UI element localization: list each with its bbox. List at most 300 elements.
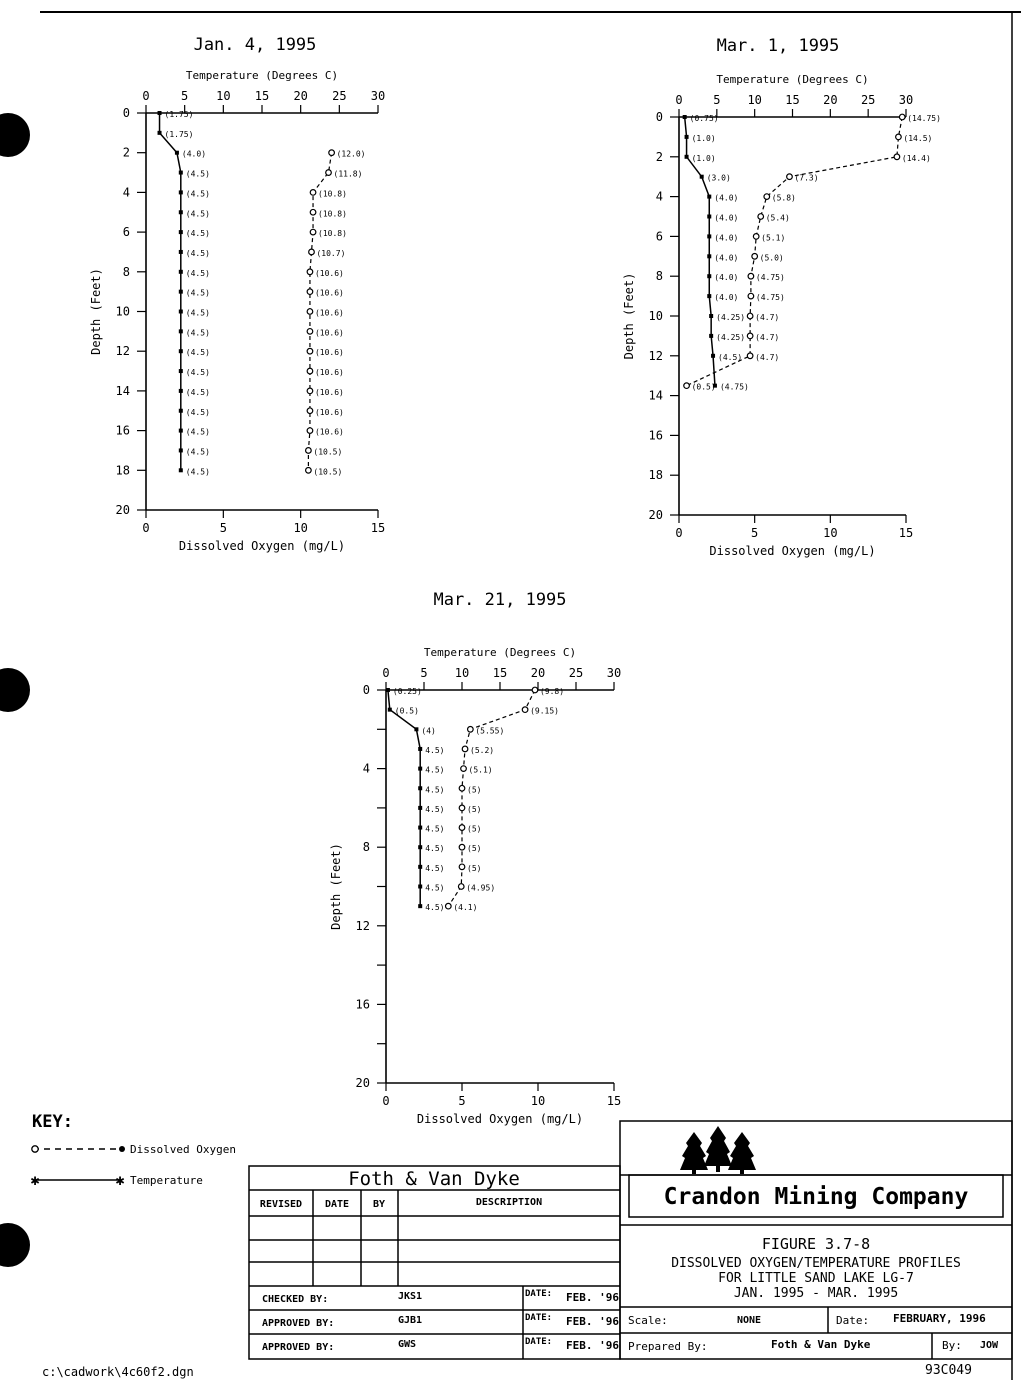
temperature-point	[179, 290, 183, 294]
approved2-date-value: FEB. '96	[566, 1339, 619, 1352]
drawing-number: 93C049	[925, 1363, 972, 1378]
dissolved-oxygen-point	[459, 825, 465, 831]
chart-2	[622, 36, 941, 558]
dissolved-oxygen-data-label: (5.4)	[765, 213, 790, 223]
key-temp-label: Temperature	[130, 1174, 203, 1187]
temp-tick-label: 30	[898, 93, 914, 107]
temperature-data-label: (4.0)	[714, 213, 739, 223]
dissolved-oxygen-point	[758, 214, 764, 220]
rev-header-date: DATE	[324, 1199, 350, 1210]
temperature-data-label: (4.5)	[185, 467, 210, 477]
temperature-point	[179, 448, 183, 452]
temperature-data-label: (4.5)	[185, 447, 210, 457]
dissolved-oxygen-data-label: (14.5)	[903, 133, 933, 143]
dissolved-oxygen-line	[448, 690, 535, 906]
dissolved-oxygen-point	[307, 289, 313, 295]
do-tick-label: 0	[382, 1094, 390, 1108]
temperature-data-label: 4.5)	[425, 863, 445, 873]
temperature-data-label: (1.75)	[164, 129, 194, 139]
dissolved-oxygen-point	[747, 353, 753, 359]
date-value: FEBRUARY, 1996	[893, 1312, 986, 1325]
approved2-date-label: DATE:	[525, 1337, 553, 1347]
temperature-point	[707, 195, 711, 199]
depth-tick-label: 8	[362, 840, 370, 855]
temperature-data-label: (4.5)	[185, 348, 210, 358]
temperature-point	[179, 369, 183, 373]
depth-tick-label: 14	[115, 383, 130, 398]
temp-tick-label: 10	[216, 89, 231, 103]
temperature-data-label: (1.0)	[691, 153, 716, 163]
dissolved-oxygen-point	[310, 229, 316, 235]
dissolved-oxygen-point	[307, 348, 313, 354]
temperature-point	[707, 294, 711, 298]
temperature-data-label: (4.5)	[185, 387, 210, 397]
temperature-data-label: (4.25)	[716, 313, 746, 322]
depth-tick-label: 14	[648, 388, 663, 403]
temp-tick-label: 5	[181, 89, 189, 103]
binder-hole-middle	[0, 668, 30, 712]
dissolved-oxygen-point	[764, 194, 770, 200]
temp-tick-label: 20	[293, 89, 308, 103]
temperature-point	[386, 688, 390, 692]
checked-by-value: JKS1	[398, 1291, 423, 1302]
temperature-point	[418, 826, 422, 830]
temperature-point	[175, 151, 179, 155]
by-value: JOW	[980, 1340, 999, 1351]
depth-tick-label: 20	[648, 508, 663, 522]
depth-tick-label: 20	[355, 1076, 370, 1090]
dissolved-oxygen-data-label: (4.95)	[466, 883, 496, 893]
dissolved-oxygen-data-label: (4.75)	[755, 273, 785, 283]
dissolved-oxygen-point	[787, 174, 793, 180]
temperature-point	[418, 865, 422, 869]
firm-name: Foth & Van Dyke	[348, 1168, 520, 1190]
crandon-trees-logo	[680, 1126, 756, 1174]
dissolved-oxygen-data-label: (10.6)	[314, 328, 344, 338]
dissolved-oxygen-data-label: (12.0)	[336, 149, 366, 159]
temp-tick-label: 10	[747, 93, 762, 107]
prepared-by-value: Foth & Van Dyke	[771, 1338, 871, 1351]
dissolved-oxygen-data-label: (10.5)	[313, 467, 343, 477]
dissolved-oxygen-data-label: (14.4)	[901, 153, 931, 163]
dissolved-oxygen-data-label: (10.6)	[314, 407, 344, 417]
depth-tick-label: 12	[648, 348, 663, 363]
dissolved-oxygen-data-label: (5)	[467, 785, 482, 795]
temperature-series	[683, 114, 749, 392]
dissolved-oxygen-series	[446, 687, 565, 912]
do-tick-label: 10	[293, 521, 308, 535]
temperature-point	[711, 354, 715, 358]
temp-tick-label: 25	[332, 89, 347, 103]
temp-tick-label: 10	[454, 666, 470, 680]
temperature-point	[707, 234, 711, 238]
approved1-date-label: DATE:	[525, 1313, 553, 1323]
depth-tick-label: 10	[115, 304, 130, 319]
dissolved-oxygen-data-label: (5.2)	[470, 745, 495, 755]
temperature-point	[179, 329, 183, 333]
dissolved-oxygen-point	[307, 309, 313, 315]
temperature-data-label: (1.75)	[164, 110, 194, 119]
temperature-data-label: (4.5)	[185, 427, 210, 437]
dissolved-oxygen-data-label: (0.5)	[691, 382, 716, 392]
do-tick-label: 5	[458, 1094, 466, 1108]
dissolved-oxygen-line	[687, 117, 903, 386]
temperature-point	[179, 389, 183, 393]
depth-tick-label: 10	[648, 309, 663, 323]
dissolved-oxygen-point	[307, 408, 313, 414]
scale-value: NONE	[737, 1315, 762, 1326]
dissolved-oxygen-data-label: (10.6)	[314, 427, 344, 437]
temp-tick-label: 5	[420, 666, 428, 680]
key-do-label: Dissolved Oxygen	[130, 1143, 236, 1156]
temp-axis-label: Temperature (Degrees C)	[423, 646, 577, 659]
temperature-point	[179, 171, 183, 175]
dissolved-oxygen-data-label: (4.7)	[755, 332, 780, 342]
dissolved-oxygen-point	[307, 329, 313, 335]
temperature-point	[158, 111, 162, 115]
depth-tick-label: 8	[122, 264, 130, 279]
do-tick-label: 15	[898, 526, 914, 540]
temperature-data-label: 4.5)	[425, 745, 445, 755]
dissolved-oxygen-point	[307, 269, 313, 275]
dissolved-oxygen-data-label: (7.3)	[794, 173, 819, 183]
dissolved-oxygen-point	[896, 134, 902, 140]
temp-tick-label: 20	[530, 666, 546, 680]
temp-tick-label: 15	[492, 666, 508, 680]
dissolved-oxygen-point	[459, 844, 465, 850]
temp-tick-label: 15	[254, 89, 270, 103]
dissolved-oxygen-data-label: (9.8)	[539, 687, 565, 696]
depth-tick-label: 6	[122, 225, 130, 240]
rev-header-description: DESCRIPTION	[475, 1197, 543, 1208]
temperature-data-label: 4.5)	[425, 883, 445, 893]
temperature-point	[179, 250, 183, 254]
temperature-point	[700, 175, 704, 179]
approved1-label: APPROVED BY:	[262, 1318, 335, 1329]
dissolved-oxygen-data-label: (10.6)	[314, 348, 344, 358]
dissolved-oxygen-data-label: (9.15)	[530, 706, 559, 716]
depth-tick-label: 8	[655, 269, 663, 284]
dissolved-oxygen-data-label: (10.8)	[318, 229, 347, 239]
dissolved-oxygen-point	[309, 249, 315, 255]
dissolved-oxygen-data-label: (10.6)	[314, 308, 344, 318]
dissolved-oxygen-data-label: (5)	[467, 863, 482, 873]
dissolved-oxygen-data-label: (5)	[467, 824, 482, 834]
depth-tick-label: 20	[115, 503, 130, 517]
figure-desc-line1: DISSOLVED OXYGEN/TEMPERATURE PROFILES	[671, 1256, 961, 1271]
temperature-data-label: (4.0)	[714, 273, 739, 283]
dissolved-oxygen-point	[747, 333, 753, 339]
temperature-point	[179, 270, 183, 274]
dissolved-oxygen-series	[306, 150, 366, 477]
temperature-data-label: 4.5)	[425, 804, 445, 814]
temperature-data-label: 4.5)	[425, 785, 445, 795]
dissolved-oxygen-data-label: (4.7)	[755, 352, 780, 362]
dissolved-oxygen-point	[748, 273, 754, 279]
temperature-point	[685, 155, 689, 159]
temperature-point	[418, 767, 422, 771]
key-title: KEY:	[32, 1112, 73, 1132]
temperature-data-label: (4.0)	[714, 253, 739, 263]
approved1-value: GJB1	[398, 1315, 423, 1326]
temp-tick-label: 0	[675, 93, 683, 107]
key-temp-marker-right: ✱	[115, 1171, 125, 1189]
do-tick-label: 0	[142, 521, 150, 535]
chart-title: Jan. 4, 1995	[193, 35, 317, 55]
temperature-data-label: (4)	[421, 726, 436, 736]
temperature-point	[707, 274, 711, 278]
do-tick-label: 5	[751, 526, 759, 540]
temperature-line	[388, 690, 420, 906]
scale-label: Scale:	[628, 1314, 668, 1327]
dissolved-oxygen-point	[307, 388, 313, 394]
temperature-point	[418, 806, 422, 810]
temp-tick-label: 25	[568, 666, 584, 680]
key-legend	[30, 1112, 235, 1189]
temperature-point	[418, 845, 422, 849]
depth-axis-label: Depth (Feet)	[329, 843, 343, 930]
checked-by-label: CHECKED BY:	[262, 1294, 329, 1305]
chart-title: Mar. 21, 1995	[433, 590, 567, 610]
temp-tick-label: 30	[370, 89, 386, 103]
figure-desc-line2: FOR LITTLE SAND LAKE LG-7	[718, 1271, 914, 1286]
temp-axis-label: Temperature (Degrees C)	[185, 69, 339, 82]
temperature-data-label: (4.0)	[714, 233, 739, 243]
temperature-data-label: (4.0)	[714, 193, 739, 203]
charts-group	[89, 35, 941, 1126]
do-tick-label: 10	[530, 1094, 546, 1108]
temperature-point	[414, 727, 418, 731]
approved2-value: GWS	[398, 1339, 417, 1350]
temperature-point	[418, 747, 422, 751]
dissolved-oxygen-data-label: (11.8)	[333, 169, 363, 179]
temperature-point	[179, 210, 183, 214]
dissolved-oxygen-data-label: (5)	[467, 804, 482, 814]
dissolved-oxygen-point	[752, 253, 758, 259]
temperature-data-label: (4.5)	[185, 268, 210, 278]
prepared-by-label: Prepared By:	[628, 1340, 708, 1353]
temp-tick-label: 0	[142, 89, 150, 103]
depth-tick-label: 4	[362, 761, 370, 776]
dissolved-oxygen-data-label: (5.0)	[759, 253, 784, 263]
temperature-series	[158, 110, 210, 476]
temperature-data-label: 4.5)	[425, 844, 445, 854]
temperature-data-label: (0.5)	[394, 706, 419, 716]
temperature-point	[179, 409, 183, 413]
temperature-data-label: (1.0)	[691, 133, 716, 143]
temperature-data-label: (4.0)	[181, 149, 207, 159]
do-tick-label: 10	[823, 526, 838, 540]
checked-date-label: DATE:	[525, 1289, 553, 1299]
temperature-point	[418, 885, 422, 889]
do-tick-label: 15	[606, 1094, 622, 1108]
depth-tick-label: 0	[655, 110, 663, 124]
depth-tick-label: 0	[362, 683, 370, 697]
dissolved-oxygen-point	[446, 903, 452, 909]
dissolved-oxygen-point	[899, 114, 905, 120]
key-do-open-marker	[32, 1146, 38, 1152]
temperature-data-label: (4.75)	[719, 382, 749, 392]
dissolved-oxygen-point	[329, 150, 335, 156]
date-label: Date:	[836, 1314, 870, 1327]
dissolved-oxygen-data-label: (10.7)	[316, 248, 346, 258]
dissolved-oxygen-point	[458, 884, 464, 890]
dissolved-oxygen-point	[306, 468, 312, 474]
dissolved-oxygen-point	[310, 190, 316, 196]
depth-axis-label: Depth (Feet)	[89, 268, 103, 355]
chart-1	[89, 35, 385, 553]
depth-tick-label: 16	[648, 428, 663, 443]
key-do-solid-marker	[119, 1146, 125, 1152]
temperature-data-label: (4.0)	[714, 293, 739, 303]
binder-hole-top	[0, 113, 30, 157]
depth-tick-label: 2	[122, 145, 130, 160]
temperature-data-label: (4.5)	[185, 229, 210, 239]
depth-tick-label: 2	[655, 149, 663, 164]
dissolved-oxygen-point	[747, 313, 753, 319]
temperature-line	[160, 113, 181, 470]
depth-tick-label: 12	[355, 918, 370, 933]
dissolved-oxygen-data-label: (4.75)	[755, 293, 785, 303]
dissolved-oxygen-point	[468, 727, 474, 733]
dissolved-oxygen-data-label: (10.6)	[314, 268, 344, 278]
approved1-date-value: FEB. '96	[566, 1315, 619, 1328]
temp-axis-label: Temperature (Degrees C)	[716, 73, 869, 86]
do-tick-label: 5	[219, 521, 227, 535]
temperature-data-label: (4.5)	[185, 328, 210, 338]
temperature-point	[158, 131, 162, 135]
depth-tick-label: 12	[115, 344, 130, 359]
depth-tick-label: 18	[115, 463, 130, 478]
title-block-text	[42, 1168, 999, 1379]
dissolved-oxygen-point	[459, 805, 465, 811]
temperature-data-label: (4.5)	[185, 248, 210, 258]
temperature-data-label: 4.5)	[425, 765, 445, 775]
temperature-data-label: (4.5)	[185, 407, 210, 417]
depth-tick-label: 0	[122, 106, 130, 120]
temperature-data-label: (4.5)	[185, 308, 210, 318]
depth-axis-label: Depth (Feet)	[622, 272, 636, 360]
dissolved-oxygen-data-label: (10.6)	[314, 288, 344, 298]
dissolved-oxygen-data-label: (10.8)	[318, 209, 347, 219]
temperature-data-label: 4.5)	[425, 903, 445, 913]
dissolved-oxygen-point	[307, 428, 313, 434]
dissolved-oxygen-data-label: (5.8)	[771, 193, 796, 203]
temp-tick-label: 20	[823, 93, 838, 107]
rev-header-revised: REVISED	[259, 1199, 303, 1210]
temperature-data-label: (4.5)	[185, 169, 210, 179]
temperature-point	[179, 310, 183, 314]
do-tick-label: 0	[675, 526, 683, 540]
dissolved-oxygen-data-label: (5.55)	[475, 726, 505, 736]
temperature-point	[707, 215, 711, 219]
temperature-data-label: (4.5)	[718, 352, 743, 362]
depth-tick-label: 6	[655, 229, 663, 244]
temperature-point	[685, 135, 689, 139]
temp-tick-label: 0	[382, 666, 390, 680]
temperature-data-label: (4.5)	[185, 189, 210, 199]
dissolved-oxygen-data-label: (10.6)	[314, 368, 344, 378]
dissolved-oxygen-point	[748, 293, 754, 299]
temperature-point	[179, 230, 183, 234]
dissolved-oxygen-point	[326, 170, 332, 176]
dissolved-oxygen-data-label: (5.1)	[761, 233, 786, 243]
temperature-data-label: (4.25)	[716, 332, 746, 342]
temperature-point	[418, 786, 422, 790]
dissolved-oxygen-point	[461, 766, 467, 772]
dissolved-oxygen-data-label: (4.1)	[453, 903, 478, 913]
depth-tick-label: 18	[648, 468, 663, 483]
dissolved-oxygen-point	[894, 154, 900, 160]
temperature-data-label: 4.5)	[425, 824, 445, 834]
do-axis-label: Dissolved Oxygen (mg/L)	[709, 544, 876, 558]
dissolved-oxygen-data-label: (10.8)	[318, 189, 347, 199]
approved2-label: APPROVED BY:	[262, 1342, 335, 1353]
dissolved-oxygen-point	[310, 209, 316, 215]
temp-tick-label: 25	[860, 93, 876, 107]
temperature-series	[386, 687, 445, 912]
temperature-data-label: (4.5)	[185, 368, 210, 378]
dissolved-oxygen-point	[522, 707, 528, 713]
temperature-point	[709, 314, 713, 318]
temp-tick-label: 30	[606, 666, 622, 680]
depth-tick-label: 16	[115, 423, 130, 438]
do-axis-label: Dissolved Oxygen (mg/L)	[416, 1112, 584, 1126]
dissolved-oxygen-data-label: (10.5)	[313, 447, 343, 457]
temperature-data-label: (0.75)	[689, 114, 719, 123]
dissolved-oxygen-data-label: (14.75)	[907, 114, 941, 123]
temperature-point	[388, 708, 392, 712]
temperature-point	[709, 334, 713, 338]
temperature-data-label: (0.25)	[392, 687, 422, 696]
do-tick-label: 15	[370, 521, 386, 535]
dissolved-oxygen-data-label: (10.6)	[314, 387, 344, 397]
temperature-point	[707, 254, 711, 258]
temperature-point	[179, 349, 183, 353]
dissolved-oxygen-data-label: (5.1)	[468, 765, 493, 775]
file-path: c:\cadwork\4c60f2.dgn	[42, 1365, 194, 1379]
dissolved-oxygen-point	[684, 383, 690, 389]
key-temp-marker-left: ✱	[30, 1171, 40, 1189]
company-name: Crandon Mining Company	[663, 1184, 969, 1210]
temp-tick-label: 15	[785, 93, 800, 107]
temperature-point	[179, 190, 183, 194]
depth-tick-label: 4	[122, 185, 130, 200]
dissolved-oxygen-point	[459, 785, 465, 791]
temperature-data-label: (3.0)	[706, 173, 731, 183]
chart-title: Mar. 1, 1995	[716, 36, 840, 56]
temperature-point	[418, 904, 422, 908]
temperature-point	[683, 115, 687, 119]
dissolved-oxygen-point	[532, 687, 538, 693]
binder-hole-bottom	[0, 1223, 30, 1267]
figure-number: FIGURE 3.7-8	[761, 1235, 871, 1253]
chart-3	[329, 590, 621, 1126]
by-label: By:	[942, 1339, 962, 1352]
dissolved-oxygen-point	[459, 864, 465, 870]
temperature-data-label: (4.5)	[185, 288, 210, 298]
dissolved-oxygen-point	[306, 448, 312, 454]
depth-tick-label: 4	[655, 189, 663, 204]
do-axis-label: Dissolved Oxygen (mg/L)	[178, 539, 346, 553]
dissolved-oxygen-point	[462, 746, 468, 752]
figure-desc-line3: JAN. 1995 - MAR. 1995	[733, 1286, 899, 1301]
dissolved-oxygen-point	[753, 234, 759, 240]
temperature-data-label: (4.5)	[185, 209, 210, 219]
rev-header-by: BY	[372, 1199, 386, 1210]
dissolved-oxygen-data-label: (5)	[467, 844, 482, 854]
temp-tick-label: 5	[713, 93, 721, 107]
